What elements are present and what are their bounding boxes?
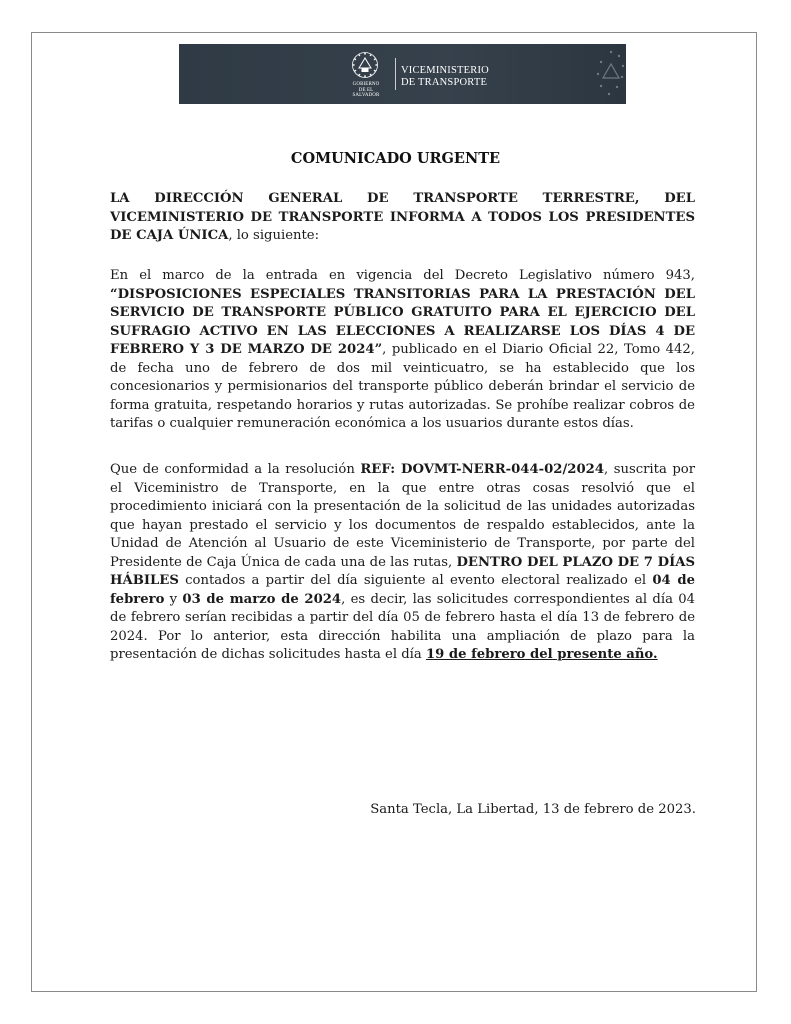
p2-text-e: , es decir, las solicitudes correspondientes al día 04 de febrero serían recibidas a partir del día 05 de febrero hasta el día 13 de febrero de 2024. Por lo anterior, esta dirección habilita una ampliación de plazo para la presentación de dichas solicitudes hasta el día [110,591,696,662]
decorative-stars-icon [589,44,626,104]
p2-text-b: , suscrita por el Viceministro de Transporte, en la que entre otras cosas resolvió que el procedimiento iniciará con la presentación de la solicitud de las unidades autorizadas que hayan prestado el servicio y los documentos de respaldo establecidos, ante la Unidad de Atención al Usuario de este Viceministerio de Transporte, por parte del Presidente de Caja Única de cada una de las rutas, [110,462,696,570]
national-seal-icon [351,51,379,79]
ministry-line-2: DE TRANSPORTE [401,77,488,88]
intro-paragraph [110,190,695,246]
election-date-1: 04 de febrero [110,573,695,607]
paragraph-resolution [110,461,695,665]
header-banner [179,44,626,104]
p2-text-d: y [164,591,183,607]
p1-text-b: , publicado en el Diario Oficial 22, Tomo 442, de fecha uno de febrero de dos mil veinticuatro, se ha establecido que los concesionarios y permisionarios del transporte público deberán brindar el servicio de forma gratuita, respetando horarios y rutas autorizadas. Se prohíbe realizar cobros de tarifas o cualquier remuneración económica a los usuarios durante estos días. [110,342,696,431]
intro-tail: , lo siguiente: [228,228,320,243]
p2-text-a: Que de conformidad a la resolución [110,462,361,477]
header-divider [395,58,396,90]
p2-text-c: contados a partir del día siguiente al evento electoral realizado el [178,573,653,588]
ministry-line-1: VICEMINISTERIO [401,65,489,76]
page-title: COMUNICADO URGENTE [290,150,501,167]
plazo-text: DENTRO DEL PLAZO DE 7 DÍAS HÁBILES [110,554,695,588]
resolution-ref: REF: DOVMT-NERR-044-02/2024 [360,462,605,477]
ministry-name [401,65,489,89]
paragraph-decree [110,267,695,434]
deadline-date: 19 de febrero del presente año. [425,647,658,662]
election-date-2: 03 de marzo de 2024 [182,591,342,607]
p1-text-a: En el marco de la entrada en vigencia del Decreto Legislativo número 943, [110,268,695,283]
government-label: GOBIERNO DE EL SALVADOR [352,82,380,98]
decree-title: “DISPOSICIONES ESPECIALES TRANSITORIAS PARA LA PRESTACIÓN DEL SERVICIO DE TRANSPORTE PÚBLICO GRATUITO PARA EL EJERCICIO DEL SUFRAGIO ACTIVO EN LAS ELECCIONES A REALIZARSE LOS DÍAS 4 DE FEBRERO Y 3 DE MARZO DE 2024” [110,286,695,357]
signature-place-date: Santa Tecla, La Libertad, 13 de febrero de 2023. [370,802,696,817]
intro-bold: LA DIRECCIÓN GENERAL DE TRANSPORTE TERRESTRE, DEL VICEMINISTERIO DE TRANSPORTE INFORMA A TODOS LOS PRESIDENTES DE CAJA ÚNICA [110,191,695,243]
